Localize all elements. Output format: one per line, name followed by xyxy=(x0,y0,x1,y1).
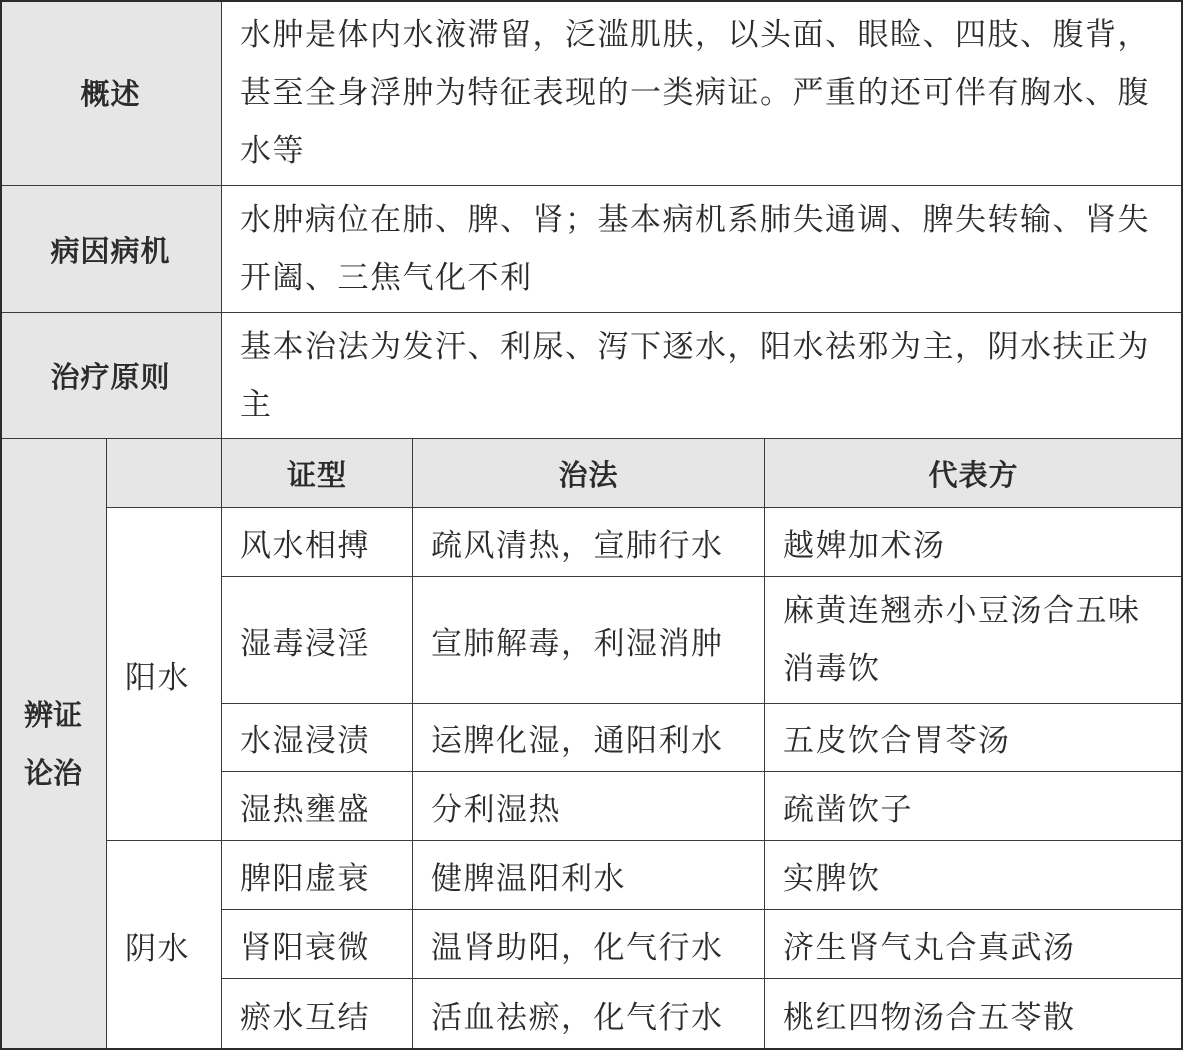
overview-text: 水肿是体内水液滞留，泛滥肌肤，以头面、眼睑、四肢、腹背，甚至全身浮肿为特征表现的一类病证。严重的还可伴有胸水、腹水等 xyxy=(222,0,1183,186)
table-row-method: 运脾化湿，通阳利水 xyxy=(413,704,765,772)
group-name-yin: 阴水 xyxy=(107,841,222,1050)
table-row-method: 温肾助阳，化气行水 xyxy=(413,910,765,979)
table-row-formula: 越婢加术汤 xyxy=(765,508,1183,577)
group-name-yang: 阳水 xyxy=(107,508,222,841)
table-row-method: 宣肺解毒，利湿消肿 xyxy=(413,577,765,704)
differentiation-label-line1: 辨证 xyxy=(23,698,82,732)
table-row-pattern: 风水相搏 xyxy=(222,508,413,577)
overview-label: 概述 xyxy=(0,0,222,186)
differentiation-label-line2: 论治 xyxy=(23,756,82,790)
table-row-pattern: 脾阳虚衰 xyxy=(222,841,413,910)
table-row-pattern: 肾阳衰微 xyxy=(222,910,413,979)
etiology-text: 水肿病位在肺、脾、肾；基本病机系肺失通调、脾失转输、肾失开阖、三焦气化不利 xyxy=(222,186,1183,313)
table-row-formula: 疏凿饮子 xyxy=(765,772,1183,841)
etiology-label: 病因病机 xyxy=(0,186,222,313)
table-row-method: 分利湿热 xyxy=(413,772,765,841)
principle-text: 基本治法为发汗、利尿、泻下逐水，阳水祛邪为主，阴水扶正为主 xyxy=(222,313,1183,439)
table-row-pattern: 湿热壅盛 xyxy=(222,772,413,841)
table-row-formula: 济生肾气丸合真武汤 xyxy=(765,910,1183,979)
table-row-formula: 五皮饮合胃苓汤 xyxy=(765,704,1183,772)
table-row-formula: 麻黄连翘赤小豆汤合五味消毒饮 xyxy=(765,577,1183,704)
header-formula: 代表方 xyxy=(765,439,1183,508)
table-row-formula: 实脾饮 xyxy=(765,841,1183,910)
differentiation-label xyxy=(0,439,107,1050)
table-row-method: 疏风清热，宣肺行水 xyxy=(413,508,765,577)
principle-label: 治疗原则 xyxy=(0,313,222,439)
header-blank xyxy=(107,439,222,508)
table-row-pattern: 瘀水互结 xyxy=(222,979,413,1050)
table-row-method: 活血祛瘀，化气行水 xyxy=(413,979,765,1050)
header-pattern: 证型 xyxy=(222,439,413,508)
table-row-pattern: 湿毒浸淫 xyxy=(222,577,413,704)
table-row-formula: 桃红四物汤合五苓散 xyxy=(765,979,1183,1050)
table-row-method: 健脾温阳利水 xyxy=(413,841,765,910)
table-row-pattern: 水湿浸渍 xyxy=(222,704,413,772)
header-method: 治法 xyxy=(413,439,765,508)
